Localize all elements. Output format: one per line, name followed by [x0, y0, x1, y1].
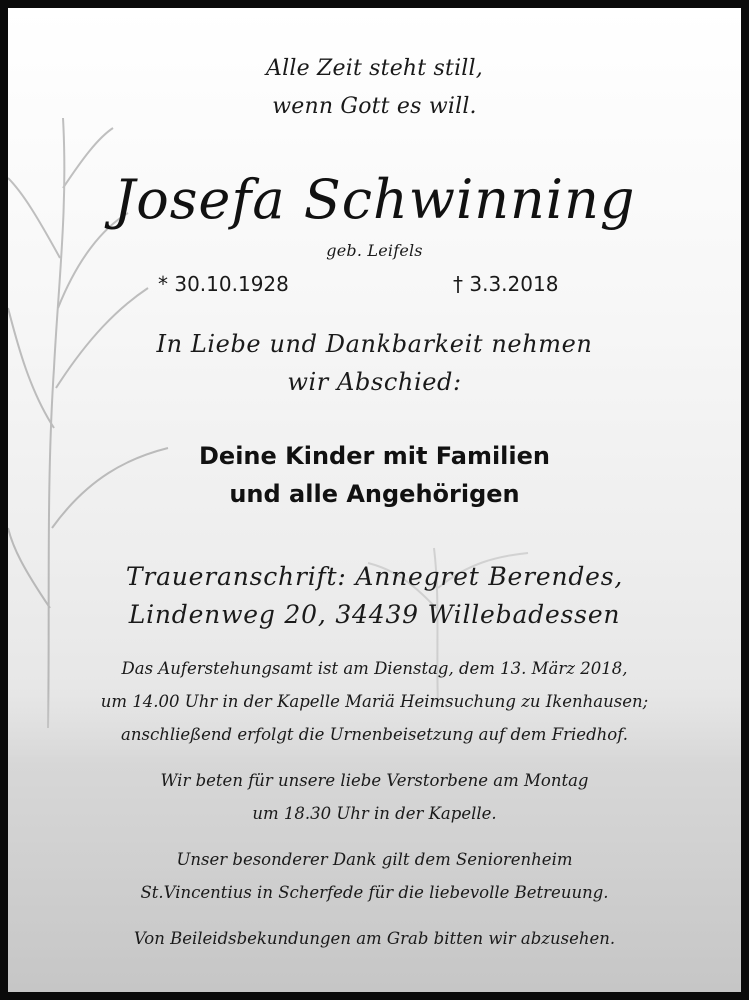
funeral-line-1: Das Auferstehungsamt ist am Dienstag, dem 13. März 2018, — [121, 659, 628, 678]
prayer-line-2: um 18.30 Uhr in der Kapelle. — [252, 804, 497, 823]
mourners-line-2: und alle Angehörigen — [229, 480, 520, 508]
request-line: Von Beileidsbekundungen am Grab bitten wir abzusehen. — [133, 929, 616, 948]
address-line-2: Lindenweg 20, 34439 Willebadessen — [128, 600, 621, 629]
thanks-line-2: St.Vincentius in Scherfede für die liebevolle Betreuung. — [140, 883, 609, 902]
motto-line-1: Alle Zeit steht still, — [266, 56, 483, 81]
birth-date: * 30.10.1928 — [158, 272, 289, 296]
prayer-line-1: Wir beten für unsere liebe Verstorbene am Montag — [160, 771, 589, 790]
death-date: † 3.3.2018 — [453, 272, 559, 296]
funeral-line-2: um 14.00 Uhr in der Kapelle Mariä Heimsuchung zu Ikenhausen; — [100, 692, 649, 711]
farewell-line-2: wir Abschied: — [287, 368, 462, 396]
motto-line-2: wenn Gott es will. — [272, 94, 477, 119]
deceased-name: Josefa Schwinning — [113, 168, 636, 231]
mourners-line-1: Deine Kinder mit Familien — [199, 442, 550, 470]
farewell-line-1: In Liebe und Dankbarkeit nehmen — [156, 330, 593, 358]
maiden-name: geb. Leifels — [326, 241, 423, 260]
funeral-line-3: anschließend erfolgt die Urnenbeisetzung auf dem Friedhof. — [121, 725, 628, 744]
address-line-1: Traueranschrift: Annegret Berendes, — [125, 562, 624, 591]
thanks-line-1: Unser besonderer Dank gilt dem Seniorenheim — [176, 850, 573, 869]
